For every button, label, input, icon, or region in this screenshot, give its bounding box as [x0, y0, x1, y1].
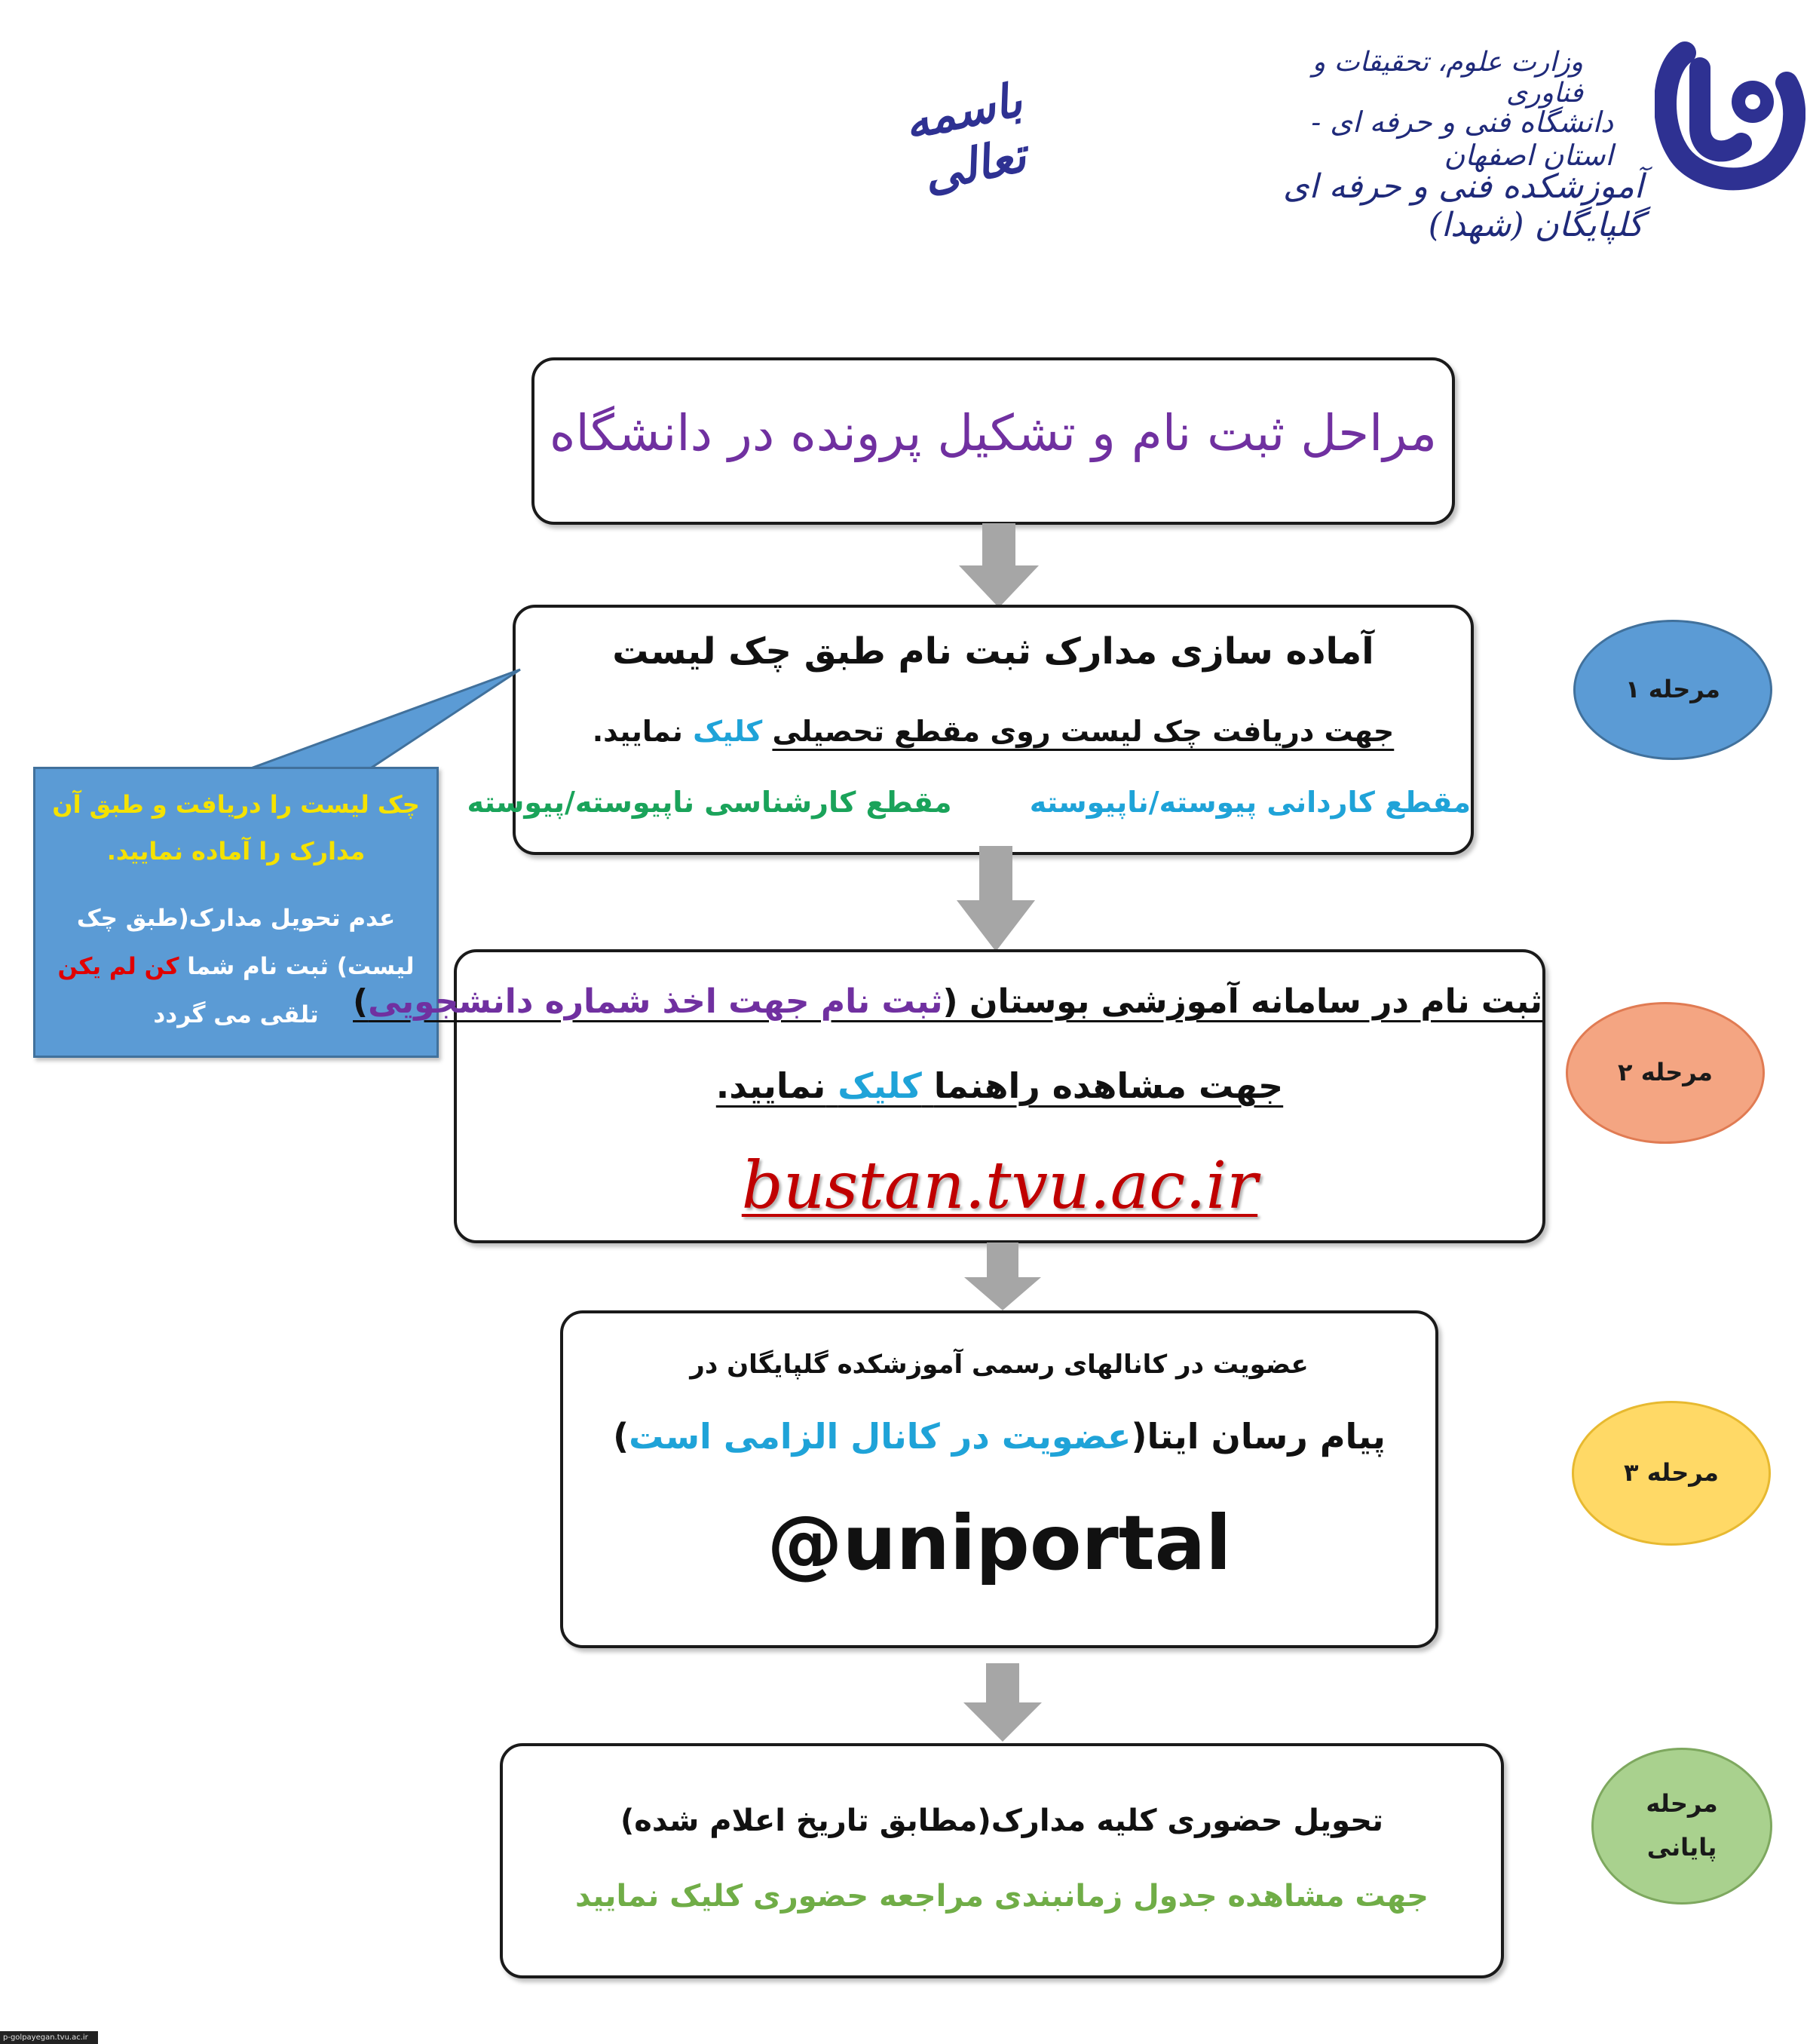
step2-student-number-note: ثبت نام جهت اخذ شماره دانشجویی	[368, 982, 943, 1021]
page-title: مراحل ثبت نام و تشکیل پرونده در دانشگاه	[549, 404, 1438, 462]
step2-guide-end: نمایید.	[715, 1065, 826, 1106]
ministry-text: وزارت علوم، تحقیقات و فناوری	[1312, 47, 1583, 109]
stage-1-label: مرحله ۱	[1625, 675, 1720, 704]
step1-options	[467, 786, 1471, 819]
callout-line-2: مدارک را آماده نمایید.	[106, 837, 366, 866]
callout-line-5: تلقی می گردد	[153, 1001, 319, 1028]
final-step-box	[500, 1743, 1504, 1978]
step3-box	[560, 1310, 1438, 1648]
step3-line-2-end: )	[613, 1416, 629, 1457]
callout-line-4	[35, 953, 436, 980]
step2-heading-end: )	[353, 982, 369, 1021]
step3-mandatory-note: عضویت در کانال الزامی است	[629, 1416, 1132, 1457]
college-text: آموزشکده فنی و حرفه ای گلپایگان (شهدا)	[1282, 167, 1643, 244]
callout-pointer	[249, 663, 528, 777]
bustan-url-link[interactable]: bustan.tvu.ac.ir	[741, 1148, 1258, 1224]
step2-click-link[interactable]: کلیک	[838, 1065, 922, 1106]
stage-final-label-2: پایانی	[1646, 1833, 1717, 1862]
step1-instruction-end: نمایید.	[592, 715, 683, 748]
step2-heading	[353, 982, 1542, 1021]
flow-arrow-2	[957, 846, 1035, 952]
flow-arrow-1	[959, 523, 1039, 608]
step2-box	[353, 949, 1545, 1243]
step2-guide-text: جهت مشاهده راهنما	[933, 1065, 1284, 1106]
step1-instruction	[516, 715, 1471, 748]
flow-arrow-4	[963, 1663, 1042, 1742]
step1-box	[467, 605, 1474, 855]
stage-final-text	[1646, 1782, 1717, 1869]
final-schedule-link[interactable]: جهت مشاهده جدول زمانبندی مراجعه حضوری کلیک نمایید	[575, 1879, 1429, 1914]
stage-3-badge	[1572, 1401, 1771, 1546]
stage-2-badge	[1566, 1002, 1765, 1144]
bismillah-calligraphy: باسمه تعالی	[899, 72, 1031, 203]
step1-instruction-text: جهت دریافت چک لیست روی مقطع تحصیلی	[772, 715, 1395, 748]
step2-guide-underlined	[716, 1065, 1283, 1106]
stage-final-badge	[1591, 1748, 1772, 1905]
footer-site-tag: p-golpayegan.tvu.ac.ir	[0, 2031, 98, 2044]
stage-3-label: مرحله ۳	[1624, 1458, 1719, 1488]
eitaa-channel-handle[interactable]: @uniportal	[767, 1499, 1232, 1587]
step2-heading-underlined	[353, 982, 1542, 1021]
flow-arrow-3	[964, 1243, 1041, 1310]
university-logo-icon	[1655, 38, 1805, 196]
final-line-1: تحویل حضوری کلیه مدارک(مطابق تاریخ اعلام شده)	[620, 1803, 1384, 1838]
callout-line-4-red: کن لم یکن	[57, 953, 179, 980]
step3-line-1: عضویت در کانالهای رسمی آموزشکده گلپایگان در	[690, 1350, 1309, 1380]
stage-1-badge	[1573, 620, 1772, 760]
callout-line-4-text: لیست) ثبت نام شما	[187, 953, 415, 980]
title-box	[531, 357, 1455, 525]
callout-line-3: عدم تحویل مدارک(طبق چک	[76, 905, 396, 932]
stage-final-label-1: مرحله	[1646, 1789, 1718, 1819]
callout-line-1: چک لیست را دریافت و طبق آن	[52, 790, 420, 819]
step1-click-link[interactable]: کلیک	[693, 715, 763, 748]
bachelor-degree-link[interactable]: مقطع کارشناسی ناپیوسته/پیوسته	[467, 786, 952, 819]
associate-degree-link[interactable]: مقطع کاردانی پیوسته/ناپیوسته	[1029, 786, 1471, 819]
step3-line-2-text: پیام رسان ایتا(	[1131, 1416, 1386, 1457]
step2-heading-text: ثبت نام در سامانه آموزشی بوستان (	[942, 982, 1542, 1021]
university-text: دانشگاه فنی و حرفه ای - استان اصفهان	[1311, 106, 1613, 172]
stage-2-label: مرحله ۲	[1618, 1058, 1713, 1087]
step3-line-2	[563, 1416, 1435, 1457]
step2-guide-line	[457, 1065, 1542, 1106]
step1-heading: آماده سازی مدارک ثبت نام طبق چک لیست	[612, 630, 1374, 673]
